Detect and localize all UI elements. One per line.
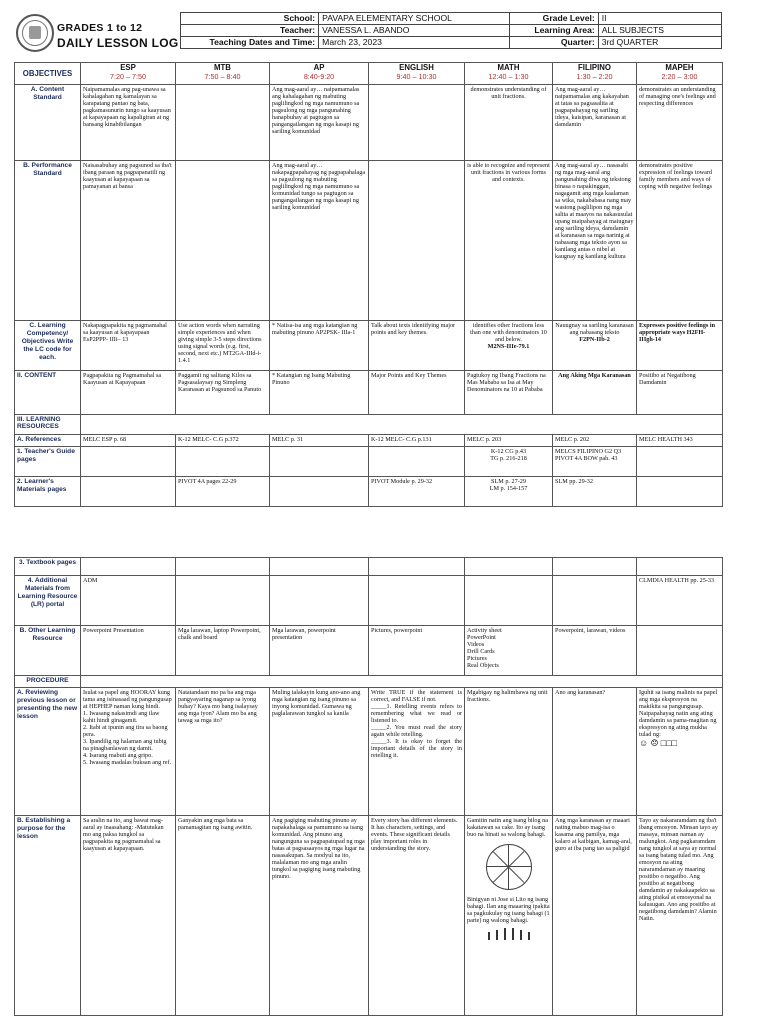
cell-english — [369, 85, 465, 161]
cell-filipino — [553, 558, 637, 576]
col-header-mapeh: MAPEH 2:20 – 3:00 — [637, 63, 723, 85]
cell-mapeh: demonstrates positive expression of feelings toward family members and ways of coping with negative feelings — [637, 161, 723, 321]
cell-esp: ADM — [81, 576, 176, 626]
row-label: PROCEDURE — [15, 676, 81, 688]
col-header-math: MATH 12:40 – 1:30 — [465, 63, 553, 85]
cell-esp — [81, 477, 176, 507]
cell-mtb: Mga larawan, laptop Powerpoint, chalk and board — [176, 626, 270, 676]
title-line-1: GRADES 1 to 12 — [57, 22, 143, 34]
cell-esp: Nakapagpapakita ng pagmamahal sa kaayusan at kapayapaan EsP2PPP- IIIi– 13 — [81, 321, 176, 371]
cell-filipino: Ang Aking Mga Karanasan — [553, 371, 637, 415]
learners-materials-row — [15, 477, 723, 507]
col-header-filipino: FILIPINO 1:30 – 2:20 — [553, 63, 637, 85]
competency-code: M2NS-IIIe-79.1 — [487, 343, 530, 350]
cell-esp: Naipamamalas ang pag-unawa sa kahalagahan ng kamalayan sa karapatang pantao ng bata, pagkamasunurin tungo sa kaayusan at kapayapaan ng kapaligiran at ng bansang kinabibilangan — [81, 85, 176, 161]
cell-english: Talk about texts identifying major points and key themes. — [369, 321, 465, 371]
references-row — [15, 435, 723, 447]
cell-mapeh: demonstrates an understanding of managing one's feelings and respecting differences — [637, 85, 723, 161]
row-label: III. LEARNING RESOURCES — [15, 415, 81, 435]
mapeh-review-text: Iguhit sa isang malinis na papel ang mga ekspresyon na makikita sa pangungusap. Naipapahayag natin ang ating damdamin sa pama-magitan ng ekspresyon ng ating mukha tulad ng: — [639, 689, 718, 738]
cell-english: K-12 MELC- C.G p.131 — [369, 435, 465, 447]
cell-mtb: Use action words when narrating simple experiences and when giving simple 3-5 steps directions using signal words (e.g. first, second, next etc.) MT2GA-IIId-i-1.4.1 — [176, 321, 270, 371]
row-label: II. CONTENT — [15, 371, 81, 415]
competency-row — [15, 321, 723, 371]
cell-filipino — [553, 576, 637, 626]
cell-english — [369, 161, 465, 321]
objectives-header: OBJECTIVES — [15, 63, 81, 85]
grade-level-label: Grade Level: — [510, 13, 598, 25]
cell-ap — [270, 477, 369, 507]
competency-code: F2PN-IIb-2 — [579, 336, 610, 343]
row-label: A. Reviewing previous lesson or presenting the new lesson — [15, 688, 81, 816]
row-label: B. Establishing a purpose for the lesson — [15, 816, 81, 1016]
deped-seal-icon — [16, 14, 54, 52]
cell-ap: Ang mag-aaral ay… nakapagpapahayag ng pagpapahalaga sa pagsulong ng mabuting paglilingkod ng mga namumuno sa komunidad tungo sa pagtugon sa pangangailangan ng mga kasapi ng sariling komunidad — [270, 161, 369, 321]
cell-esp: Powerpoint Presentation — [81, 626, 176, 676]
cell-english — [369, 576, 465, 626]
cell-mtb: Natatandaan mo pa ba ang mga pangyayaring naganap sa iyong buhay? Kaya mo bang isalaysay ang mga iyon? Alam mo ba ang tawag sa mga ito? — [176, 688, 270, 816]
cell-english: Write TRUE if the statement is correct, and FALSE if not. _____1. Retelling events refers to remembering what we read or listened to. _____2. You must read the story again while retelling. _____3. It is okay to forget the important details of the story in retelling it. — [369, 688, 465, 816]
cell-math — [465, 816, 553, 1016]
cell-english: Major Points and Key Themes — [369, 371, 465, 415]
cell-mtb: Ganyakin ang mga bata sa pamamagitan ng isang awitin. — [176, 816, 270, 1016]
col-header-mtb: MTB 7:50 – 8:40 — [176, 63, 270, 85]
header-info-table — [180, 12, 722, 49]
cell-mapeh — [637, 447, 723, 477]
cell-math — [465, 558, 553, 576]
header — [14, 12, 722, 53]
cell-mapeh — [637, 688, 723, 816]
fraction-circle-icon — [486, 844, 532, 890]
cell-ap: Mga larawan, powerpoint presentation — [270, 626, 369, 676]
cell-ap: Ang pagiging mabuting pinuno ay napakahalaga sa pamumuno sa isang komunidad. Ang pinuno ang nangunguna sa pagpapatupad ng mga batas at pagsasaayos ng mga lugar na nasasakupan. Sa modyul na ito, malalaman mo ang mga aralin tungkol sa pagiging isang mabuting pinuno. — [270, 816, 369, 1016]
other-resources-row — [15, 626, 723, 676]
cell-mapeh — [637, 626, 723, 676]
learning-resources-row — [15, 415, 723, 435]
cell-filipino: SLM pp. 29-32 — [553, 477, 637, 507]
cell-math: demonstrates understanding of unit fractions. — [465, 85, 553, 161]
cell-mapeh — [637, 558, 723, 576]
cell-english: PIVOT Module p. 29-32 — [369, 477, 465, 507]
cell-mtb: PIVOT 4A pages 22-29 — [176, 477, 270, 507]
cell-mtb — [176, 447, 270, 477]
cell-english: Pictures, powerpoint — [369, 626, 465, 676]
cell-math — [465, 576, 553, 626]
cell-esp — [81, 447, 176, 477]
row-label: 3. Textbook pages — [15, 558, 81, 576]
cell-math: K-12 CG p.43 TG p. 216-218 — [465, 447, 553, 477]
cell-filipino — [553, 321, 637, 371]
cell-filipino: MELCS FILIPINO G2 Q3 PIVOT 4A BOW pah. 43 — [553, 447, 637, 477]
cell-esp: Naisasabuhay ang pagsunod sa iba't ibang paraan ng pagpapanatili ng kaayusan at kapayapaan sa pamayanan at bansa — [81, 161, 176, 321]
establishing-row — [15, 816, 723, 1016]
col-header-ap: AP 8:40-9:20 — [270, 63, 369, 85]
cell-ap — [270, 447, 369, 477]
face-expressions-icon: ☺ ☹ □□□ — [639, 738, 678, 748]
competency-text: Nauugnay sa sariling karanasan ang nabasang teksto — [555, 322, 634, 336]
math-purpose-text: Gamitin natin ang isang bilog na kakatawan sa cake. Ito ay isang buo na hinati sa walong bahagi. — [467, 817, 548, 838]
cell-mtb — [176, 85, 270, 161]
row-label: 2. Learner's Materials pages — [15, 477, 81, 507]
cell-ap: MELC p. 31 — [270, 435, 369, 447]
cell-mapeh — [637, 477, 723, 507]
math-purpose-extra: Binigyan ni Jose si Lito ng isang bahagi. Ilan ang maaaring ipakita sa pagkukulay ng isang bahagi (1 parte) ng walong bahagi. — [467, 896, 550, 924]
quarter-label: Quarter: — [510, 37, 598, 49]
cell-math: Pagtukoy ng Ibang Fractions na Mas Mababa sa Isa at May Denominators na 10 at Pababa — [465, 371, 553, 415]
cell-esp: Pagpapakita ng Pagmamahal sa Kaayusan at Kapayapaan — [81, 371, 176, 415]
cell-math: Activity sheet PowerPoint Videos Drill Cards Pictures Real Objects — [465, 626, 553, 676]
lesson-table-part-2 — [14, 557, 723, 1016]
school-label: School: — [181, 13, 319, 25]
lesson-table-part-1 — [14, 62, 723, 507]
cell-english — [369, 558, 465, 576]
cell-math: SLM p. 27-29 LM p. 154-157 — [465, 477, 553, 507]
birthday-cake-icon — [484, 926, 534, 940]
teacher-value: VANESSA L. ABANDO — [319, 25, 510, 37]
cell-mtb — [176, 558, 270, 576]
cell-math — [465, 321, 553, 371]
col-header-english: ENGLISH 9:40 – 10:30 — [369, 63, 465, 85]
school-value: PAVAPA ELEMENTARY SCHOOL — [319, 13, 510, 25]
cell-filipino: Ang mag-aaral ay… naipamamalas ang kakayahan at tatas sa pagsasalita at pagpapahayag ng sariling ideya, kaisipan, karanasan at damdamin — [553, 85, 637, 161]
cell-ap: * Katangian ng Isang Mabuting Pinuno — [270, 371, 369, 415]
cell-esp — [81, 558, 176, 576]
row-label: A. References — [15, 435, 81, 447]
cell-mapeh: CLMDIA HEALTH pp. 25-33 — [637, 576, 723, 626]
reviewing-row — [15, 688, 723, 816]
section-fill — [81, 676, 723, 688]
cell-filipino: Powerpoint, larawan, videos — [553, 626, 637, 676]
title-line-2: DAILY LESSON LOG — [57, 36, 179, 50]
col-header-esp: ESP 7:20 – 7:50 — [81, 63, 176, 85]
cell-mtb: Paggamit ng salitang Kilos sa Pagsasalaysay ng Simpleng Karanasan at Pagsunod sa Panuto — [176, 371, 270, 415]
cell-ap: * Naiisa-isa ang mga katangian ng mabuting pinuno AP2PSK- IIIa-1 — [270, 321, 369, 371]
cell-math: Mgabigay ng halimbawa ng unit fractions. — [465, 688, 553, 816]
row-label: 4. Additional Materials from Learning Resource (LR) portal — [15, 576, 81, 626]
cell-english — [369, 447, 465, 477]
cell-math: is able to recognize and represent unit fractions in various forms and contexts. — [465, 161, 553, 321]
row-label: B. Performance Standard — [15, 161, 81, 321]
row-label: 1. Teacher's Guide pages — [15, 447, 81, 477]
cell-mtb — [176, 161, 270, 321]
cell-ap — [270, 576, 369, 626]
cell-mapeh: MELC HEALTH 343 — [637, 435, 723, 447]
textbook-row — [15, 558, 723, 576]
teaching-dates-value: March 23, 2023 — [319, 37, 510, 49]
cell-mtb — [176, 576, 270, 626]
row-label: C. Learning Competency/ Objectives Write the LC code for each. — [15, 321, 81, 371]
cell-mapeh: Expresses positive feelings in appropriate ways H2FH-IIIgh-14 — [637, 321, 723, 371]
cell-ap: Ang mag-aaral ay… naipamamalas ang kahalagahan ng mabuting paglilingkod ng mga namumuno sa pagsulong ng mga pangunahing hanapbuhay at pagtugon sa pangangailangan ng mga kasapi ng sariling komunidad — [270, 85, 369, 161]
competency-text: identifies other fractions less than one with denominators 10 and below. — [470, 322, 547, 343]
teachers-guide-row — [15, 447, 723, 477]
row-label: A. Content Standard — [15, 85, 81, 161]
cell-mapeh: Positibo at Negatibong Damdamin — [637, 371, 723, 415]
cell-esp: MELC ESP p. 68 — [81, 435, 176, 447]
cell-mtb: K-12 MELC- C.G p.372 — [176, 435, 270, 447]
additional-materials-row — [15, 576, 723, 626]
cell-filipino: Ang mag-aaral ay… nasasabi ng mga mag-aaral ang pangunahing diwa ng tekstong binasa o napakinggan, nagagamit ang mga kaalaman sa wika, nakababasa nang may wastong paglilipon ng mga salita at maayos na nakasusulat upang maipahayag at maiugnay ang sariling ideya, damdamin at karanasan sa mga narinig at nabasang mga teksto ayon sa kanilang antas o nibel at kaugnay ng kanilang kultura — [553, 161, 637, 321]
cell-filipino: MELC p. 202 — [553, 435, 637, 447]
learning-area-value: ALL SUBJECTS — [598, 25, 721, 37]
cell-esp: Sa aralin na ito, ang bawat mag-aaral ay inaasahang: -Matutukan mo ang paksa tungkol sa pagpapakita ng pagmamahal sa kaayusan at kapayapaan. — [81, 816, 176, 1016]
content-standard-row — [15, 85, 723, 161]
cell-math: MELC p. 203 — [465, 435, 553, 447]
performance-standard-row — [15, 161, 723, 321]
teaching-dates-label: Teaching Dates and Time: — [181, 37, 319, 49]
grade-level-value: II — [598, 13, 721, 25]
cell-ap — [270, 558, 369, 576]
cell-english: Every story has different elements. It has characters, settings, and events. These significant details play important roles in understanding the story. — [369, 816, 465, 1016]
procedure-row — [15, 676, 723, 688]
cell-filipino: Ang mga karanasan ay maaari nating mabuo mag-isa o kasama ang pamilya, mga kalaro at kaibigan, kamag-aral, guro at iba pang tao sa paligid — [553, 816, 637, 1016]
teacher-label: Teacher: — [181, 25, 319, 37]
cell-mapeh: Tayo ay nakararamdam ng iba't ibang emosyon. Minsan tayo ay masaya, minsan naman ay malungkot. Ang pagkaramdam nang tungkol at saya ay normal sa isang batang tulad mo. Ang emosyon na ating nararamdaman ay maaring positibo o negatibo. Ang positibo at negatibong damdamin ay nakakaapekto sa ating pisikal at emosyonal na kalusugan. Ano ang positibo at negatibong damdamin? Alamin Natin. — [637, 816, 723, 1016]
row-label: B. Other Learning Resource — [15, 626, 81, 676]
content-row — [15, 371, 723, 415]
cell-filipino: Ano ang karanasan? — [553, 688, 637, 816]
quarter-value: 3rd QUARTER — [598, 37, 721, 49]
cell-ap: Muling talakayin kung ano-ano ang mga katangian ng isang pinuno sa inyong komunidad. Gumawa ng paglalarawan tungkol sa kanila — [270, 688, 369, 816]
section-fill — [81, 415, 723, 435]
cell-esp: Isulat sa papel ang HOORAY kung tama ang isinasaad ng pangungusap at HEPHEP naman kung hindi. 1. Iwasang nakasimdi ang ilaw kahit hindi ginagamit. 2. Itabi at ipunin ang tira sa baong pera. 3. Ipandilig ng halaman ang tubig na pinagbanlawan ng damit. 4. Isarang mabuti ang gripo. 5. Iwasang madalas buksan ang ref. — [81, 688, 176, 816]
learning-area-label: Learning Area: — [510, 25, 598, 37]
